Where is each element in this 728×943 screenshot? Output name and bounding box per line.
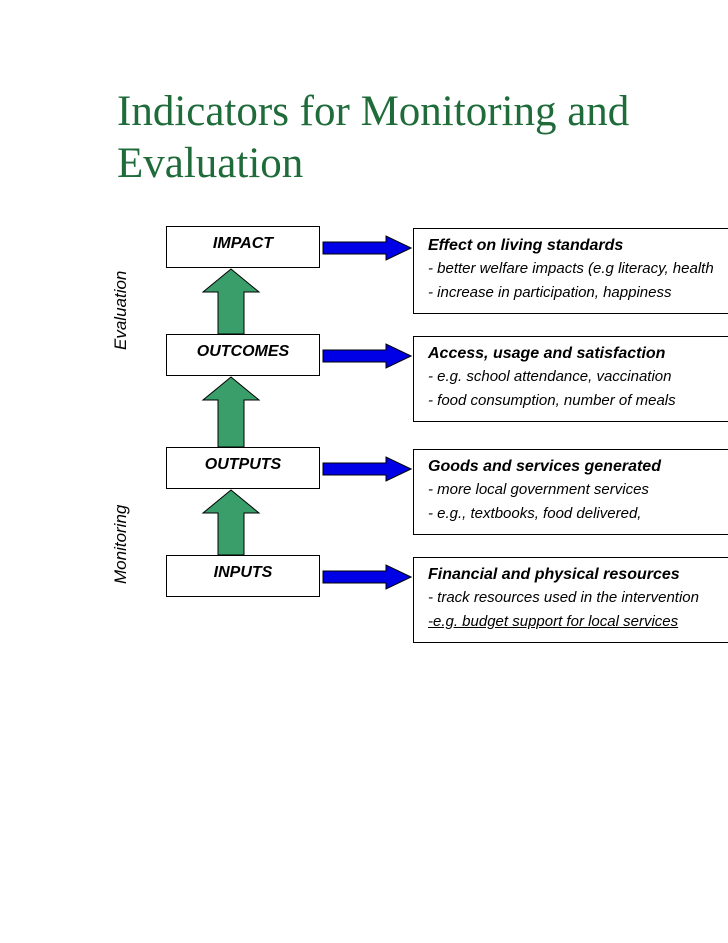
impact-description	[413, 228, 728, 314]
page-title	[117, 86, 629, 190]
stage-outcomes: OUTCOMES	[166, 334, 320, 376]
impact-line-1: - better welfare impacts (e.g literacy, health	[428, 260, 714, 277]
title-line-1: Indicators for Monitoring and	[117, 88, 630, 135]
impact-line-2: - increase in participation, happiness	[428, 284, 672, 301]
impact-heading: Effect on living standards	[428, 237, 624, 254]
title-line-2: Evaluation	[117, 140, 304, 187]
right-arrow-icon	[322, 235, 412, 261]
outcomes-heading: Access, usage and satisfaction	[428, 345, 666, 362]
inputs-description	[413, 557, 728, 643]
outputs-line-1: - more local government services	[428, 481, 649, 498]
inputs-line-2: -e.g. budget support for local services	[428, 613, 679, 630]
up-arrow-icon	[201, 376, 261, 447]
outputs-line-2: - e.g., textbooks, food delivered,	[428, 505, 642, 522]
outputs-description	[413, 449, 728, 535]
evaluation-label: Evaluation	[111, 270, 130, 350]
stage-impact: IMPACT	[166, 226, 320, 268]
right-arrow-icon	[322, 456, 412, 482]
inputs-line-1: - track resources used in the intervention	[428, 589, 699, 606]
up-arrow-icon	[201, 268, 261, 334]
outputs-heading: Goods and services generated	[428, 458, 661, 475]
right-arrow-icon	[322, 343, 412, 369]
right-arrow-icon	[322, 564, 412, 590]
monitoring-label: Monitoring	[111, 504, 130, 584]
inputs-heading: Financial and physical resources	[428, 566, 680, 583]
outcomes-description	[413, 336, 728, 422]
stage-outputs: OUTPUTS	[166, 447, 320, 489]
stage-inputs: INPUTS	[166, 555, 320, 597]
up-arrow-icon	[201, 489, 261, 555]
outcomes-line-1: - e.g. school attendance, vaccination	[428, 368, 672, 385]
outcomes-line-2: - food consumption, number of meals	[428, 392, 676, 409]
